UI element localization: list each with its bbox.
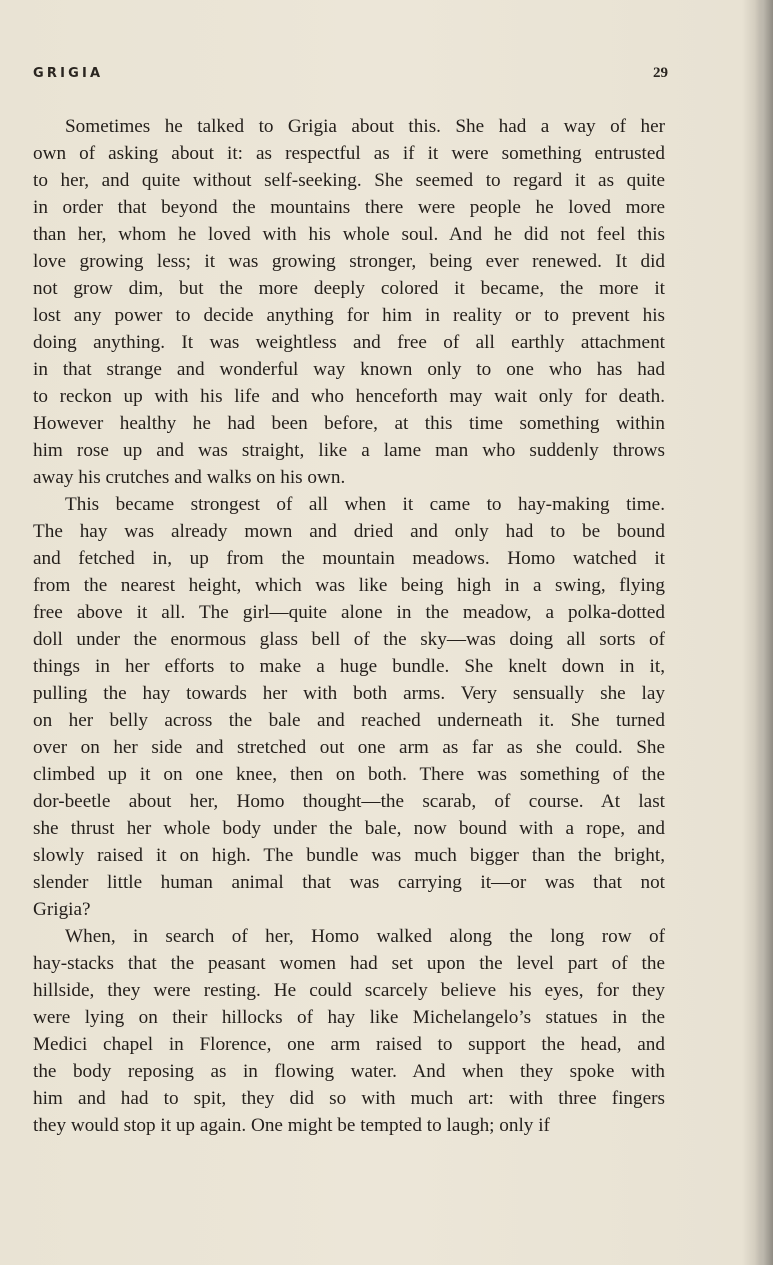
text-line: from the nearest height, which was like being high in a swing, flying <box>33 575 665 596</box>
text-line: to reckon up with his life and who henceforth may wait only for death. <box>33 386 665 407</box>
text-line: away his crutches and walks on his own. <box>33 467 346 488</box>
text-line: they would stop it up again. One might be tempted to laugh; only if <box>33 1115 550 1136</box>
text-line: hillside, they were resting. He could scarcely believe his eyes, for they <box>33 980 665 1001</box>
text-line: and fetched in, up from the mountain meadows. Homo watched it <box>33 548 665 569</box>
text-line: slowly raised it on high. The bundle was much bigger than the bright, <box>33 845 665 866</box>
text-line: doing anything. It was weightless and free of all earthly attachment <box>33 332 665 353</box>
text-line: own of asking about it: as respectful as if it were something entrusted <box>33 143 665 164</box>
text-line: However healthy he had been before, at this time something within <box>33 413 665 434</box>
text-line: This became strongest of all when it came to hay-making time. <box>65 494 665 515</box>
text-line: things in her efforts to make a huge bundle. She knelt down in it, <box>33 656 665 677</box>
text-line: slender little human animal that was carrying it—or was that not <box>33 872 665 893</box>
running-head: GRIGIA <box>33 66 104 81</box>
page-edge-shadow <box>755 0 773 1265</box>
text-line: him and had to spit, they did so with much art: with three fingers <box>33 1088 665 1109</box>
text-line: free above it all. The girl—quite alone in the meadow, a polka-dotted <box>33 602 665 623</box>
body-text <box>33 113 665 1139</box>
text-line: doll under the enormous glass bell of the sky—was doing all sorts of <box>33 629 665 650</box>
text-line: pulling the hay towards her with both arms. Very sensually she lay <box>33 683 665 704</box>
paragraph <box>33 923 665 1139</box>
text-line: When, in search of her, Homo walked along the long row of <box>65 926 665 947</box>
text-line: not grow dim, but the more deeply colored it became, the more it <box>33 278 665 299</box>
text-line: on her belly across the bale and reached underneath it. She turned <box>33 710 665 731</box>
paragraph <box>33 491 665 923</box>
text-line: dor-beetle about her, Homo thought—the scarab, of course. At last <box>33 791 665 812</box>
text-line: in that strange and wonderful way known only to one who has had <box>33 359 665 380</box>
text-line: Grigia? <box>33 899 91 920</box>
text-line: the body reposing as in flowing water. And when they spoke with <box>33 1061 665 1082</box>
text-line: hay-stacks that the peasant women had set upon the level part of the <box>33 953 665 974</box>
text-line: Medici chapel in Florence, one arm raised to support the head, and <box>33 1034 665 1055</box>
text-line: to her, and quite without self-seeking. She seemed to regard it as quite <box>33 170 665 191</box>
text-line: in order that beyond the mountains there were people he loved more <box>33 197 665 218</box>
text-line: were lying on their hillocks of hay like Michelangelo’s statues in the <box>33 1007 665 1028</box>
text-line: lost any power to decide anything for him in reality or to prevent his <box>33 305 665 326</box>
text-line: love growing less; it was growing stronger, being ever renewed. It did <box>33 251 665 272</box>
text-line: climbed up it on one knee, then on both. There was something of the <box>33 764 665 785</box>
page-header <box>33 66 668 88</box>
text-line: she thrust her whole body under the bale, now bound with a rope, and <box>33 818 665 839</box>
text-line: him rose up and was straight, like a lame man who suddenly throws <box>33 440 665 461</box>
text-line: over on her side and stretched out one arm as far as she could. She <box>33 737 665 758</box>
page-number: 29 <box>653 65 668 81</box>
paragraph <box>33 113 665 491</box>
text-line: than her, whom he loved with his whole soul. And he did not feel this <box>33 224 665 245</box>
text-line: Sometimes he talked to Grigia about this. She had a way of her <box>65 116 665 137</box>
text-line: The hay was already mown and dried and only had to be bound <box>33 521 665 542</box>
